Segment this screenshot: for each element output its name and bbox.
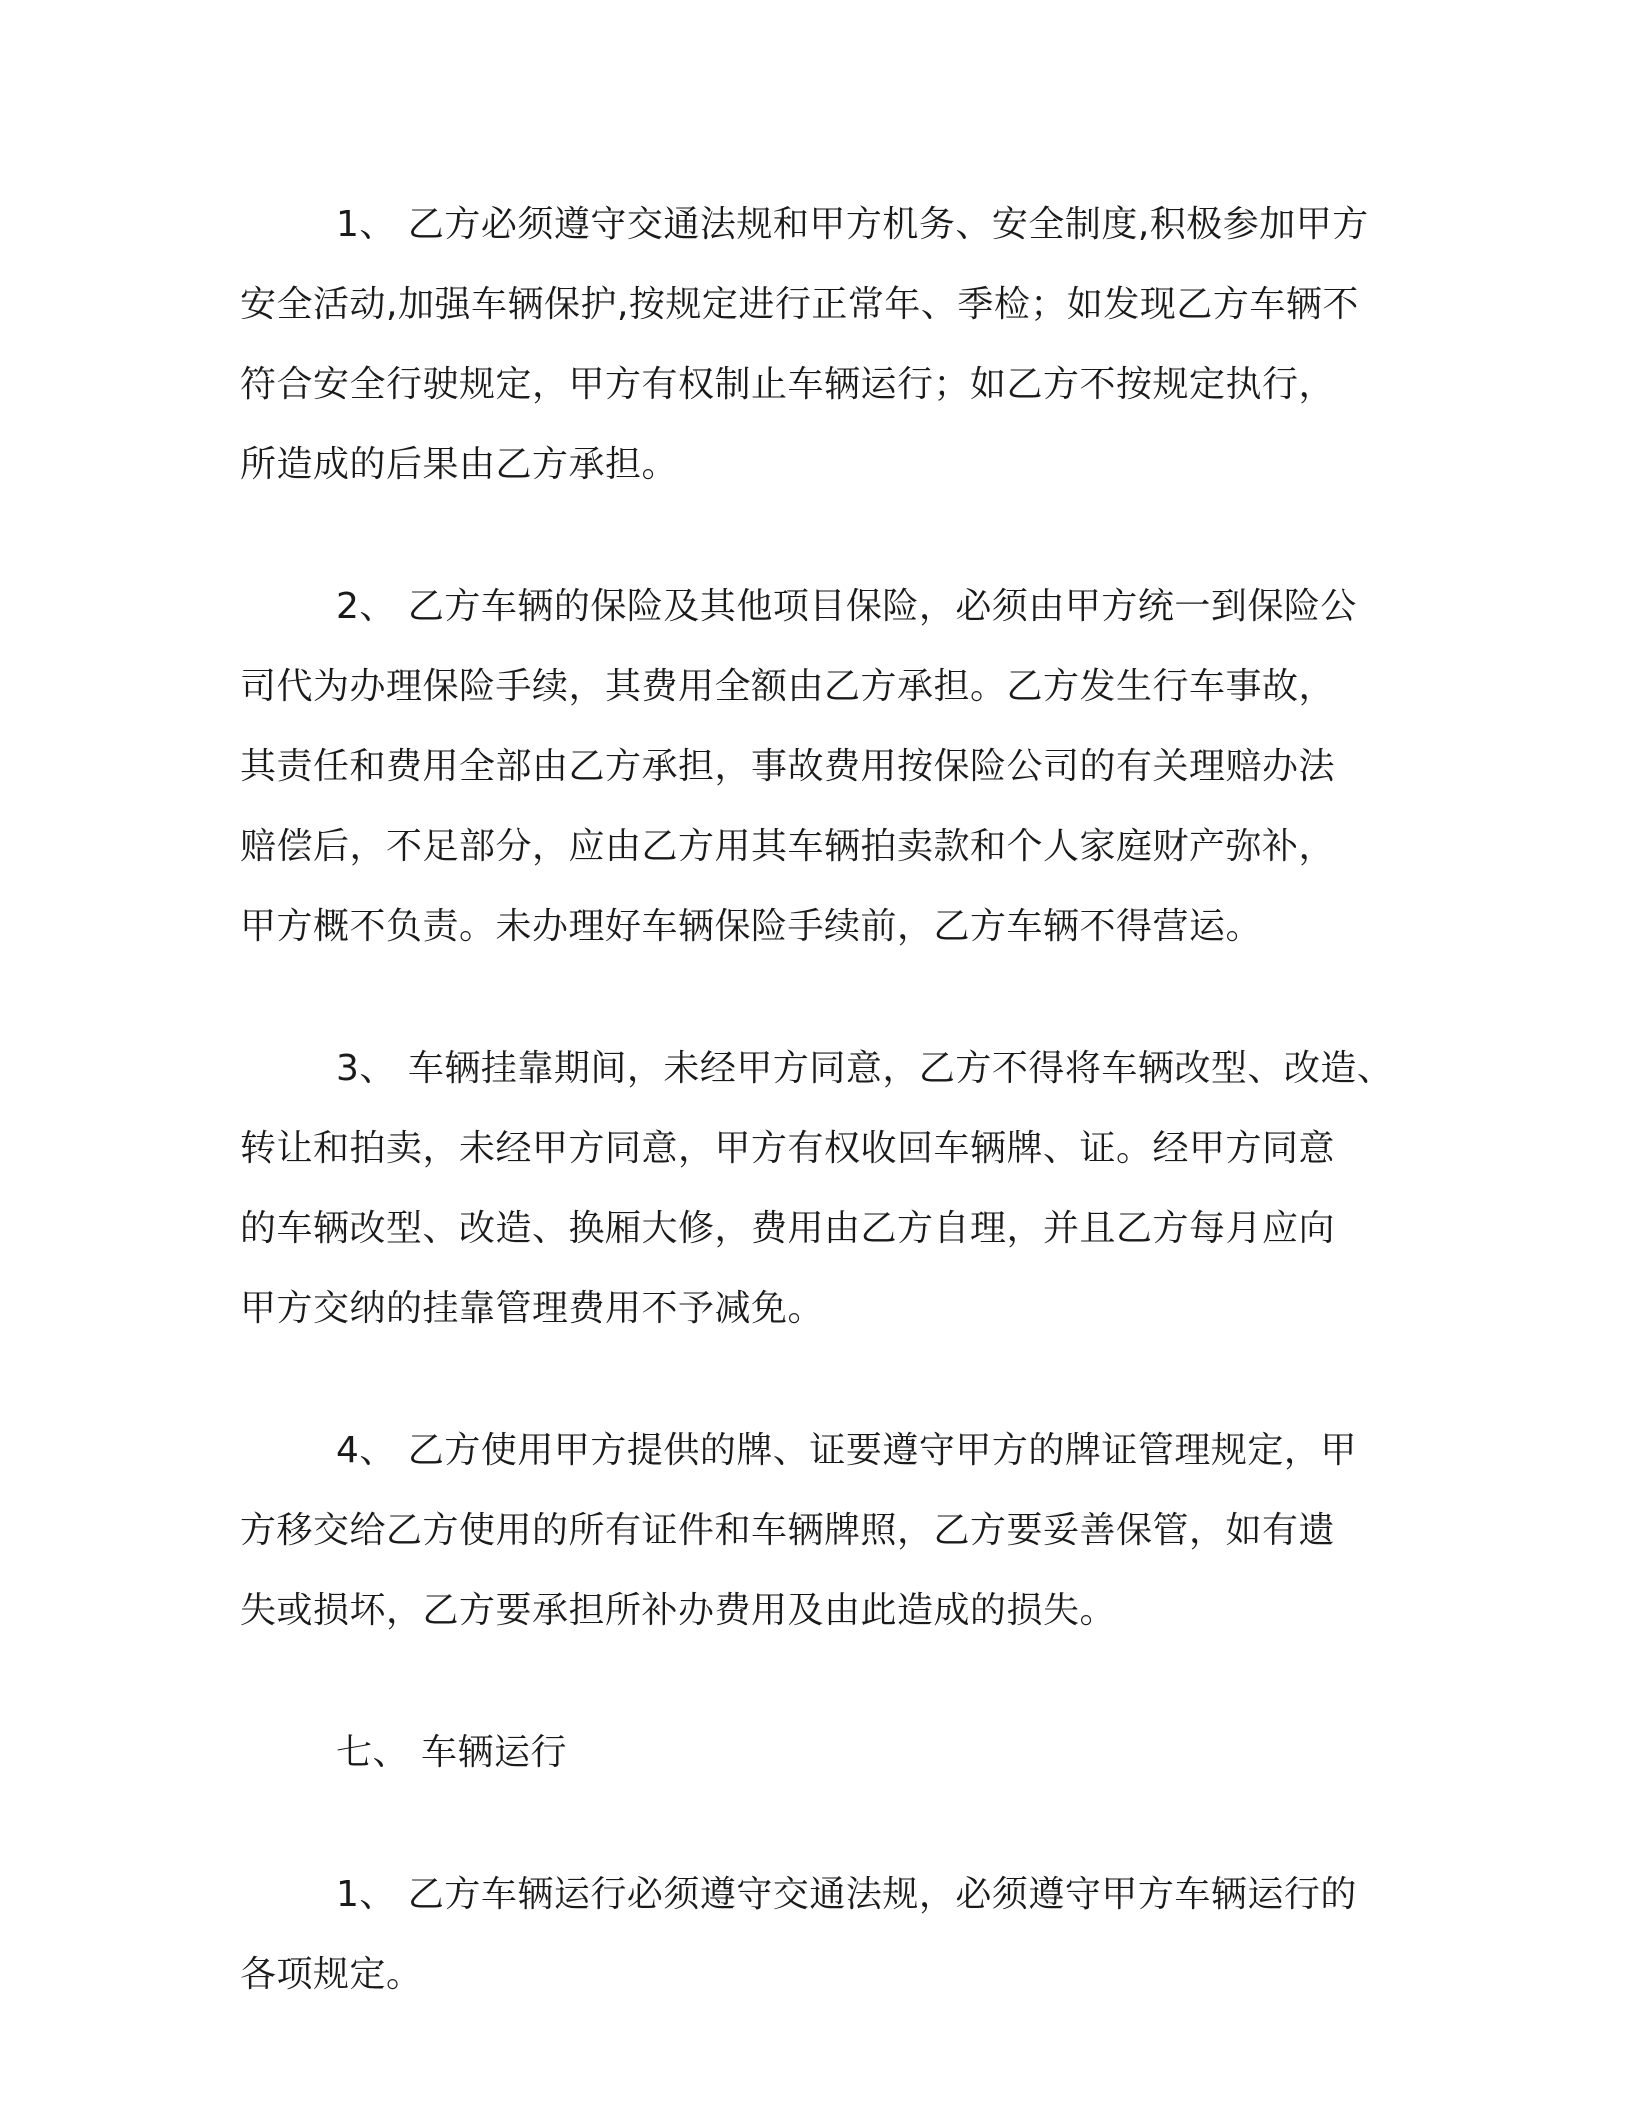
text-line: 的车辆改型、改造、换厢大修，费用由乙方自理，并且乙方每月应向 [240,1208,1336,1249]
text-line: 1、 乙方必须遵守交通法规和甲方机务、安全制度,积极参加甲方 [336,204,1369,245]
section-heading [240,1713,1390,1793]
text-line: 甲方概不负责。未办理好车辆保险手续前，乙方车辆不得营运。 [240,906,1263,947]
paragraph-1 [240,185,1390,505]
text-line: 所造成的后果由乙方承担。 [240,444,679,485]
paragraph-5 [240,1855,1390,2015]
text-line: 1、 乙方车辆运行必须遵守交通法规，必须遵守甲方车辆运行的 [336,1874,1357,1915]
text-line: 2、 乙方车辆的保险及其他项目保险，必须由甲方统一到保险公 [336,586,1357,627]
text-line: 转让和拍卖，未经甲方同意，甲方有权收回车辆牌、证。经甲方同意 [240,1128,1336,1169]
section-title: 七、 车辆运行 [336,1732,567,1773]
text-line: 安全活动,加强车辆保护,按规定进行正常年、季检；如发现乙方车辆不 [240,284,1359,325]
text-line: 甲方交纳的挂靠管理费用不予减免。 [240,1288,825,1329]
text-line: 赔偿后，不足部分，应由乙方用其车辆拍卖款和个人家庭财产弥补， [240,826,1336,867]
text-line: 方移交给乙方使用的所有证件和车辆牌照，乙方要妥善保管，如有遗 [240,1510,1336,1551]
paragraph-4 [240,1411,1390,1651]
text-line: 4、 乙方使用甲方提供的牌、证要遵守甲方的牌证管理规定，甲 [336,1430,1357,1471]
text-line: 符合安全行驶规定，甲方有权制止车辆运行；如乙方不按规定执行， [240,364,1336,405]
text-line: 3、 车辆挂靠期间，未经甲方同意，乙方不得将车辆改型、改造、 [336,1048,1394,1089]
text-line: 失或损坏，乙方要承担所补办费用及由此造成的损失。 [240,1590,1117,1631]
paragraph-3 [240,1029,1394,1349]
paragraph-2 [240,567,1390,967]
document-body [240,185,1394,2077]
text-line: 司代为办理保险手续，其费用全额由乙方承担。乙方发生行车事故， [240,666,1336,707]
text-line: 各项规定。 [240,1954,423,1995]
text-line: 其责任和费用全部由乙方承担，事故费用按保险公司的有关理赔办法 [240,746,1336,787]
